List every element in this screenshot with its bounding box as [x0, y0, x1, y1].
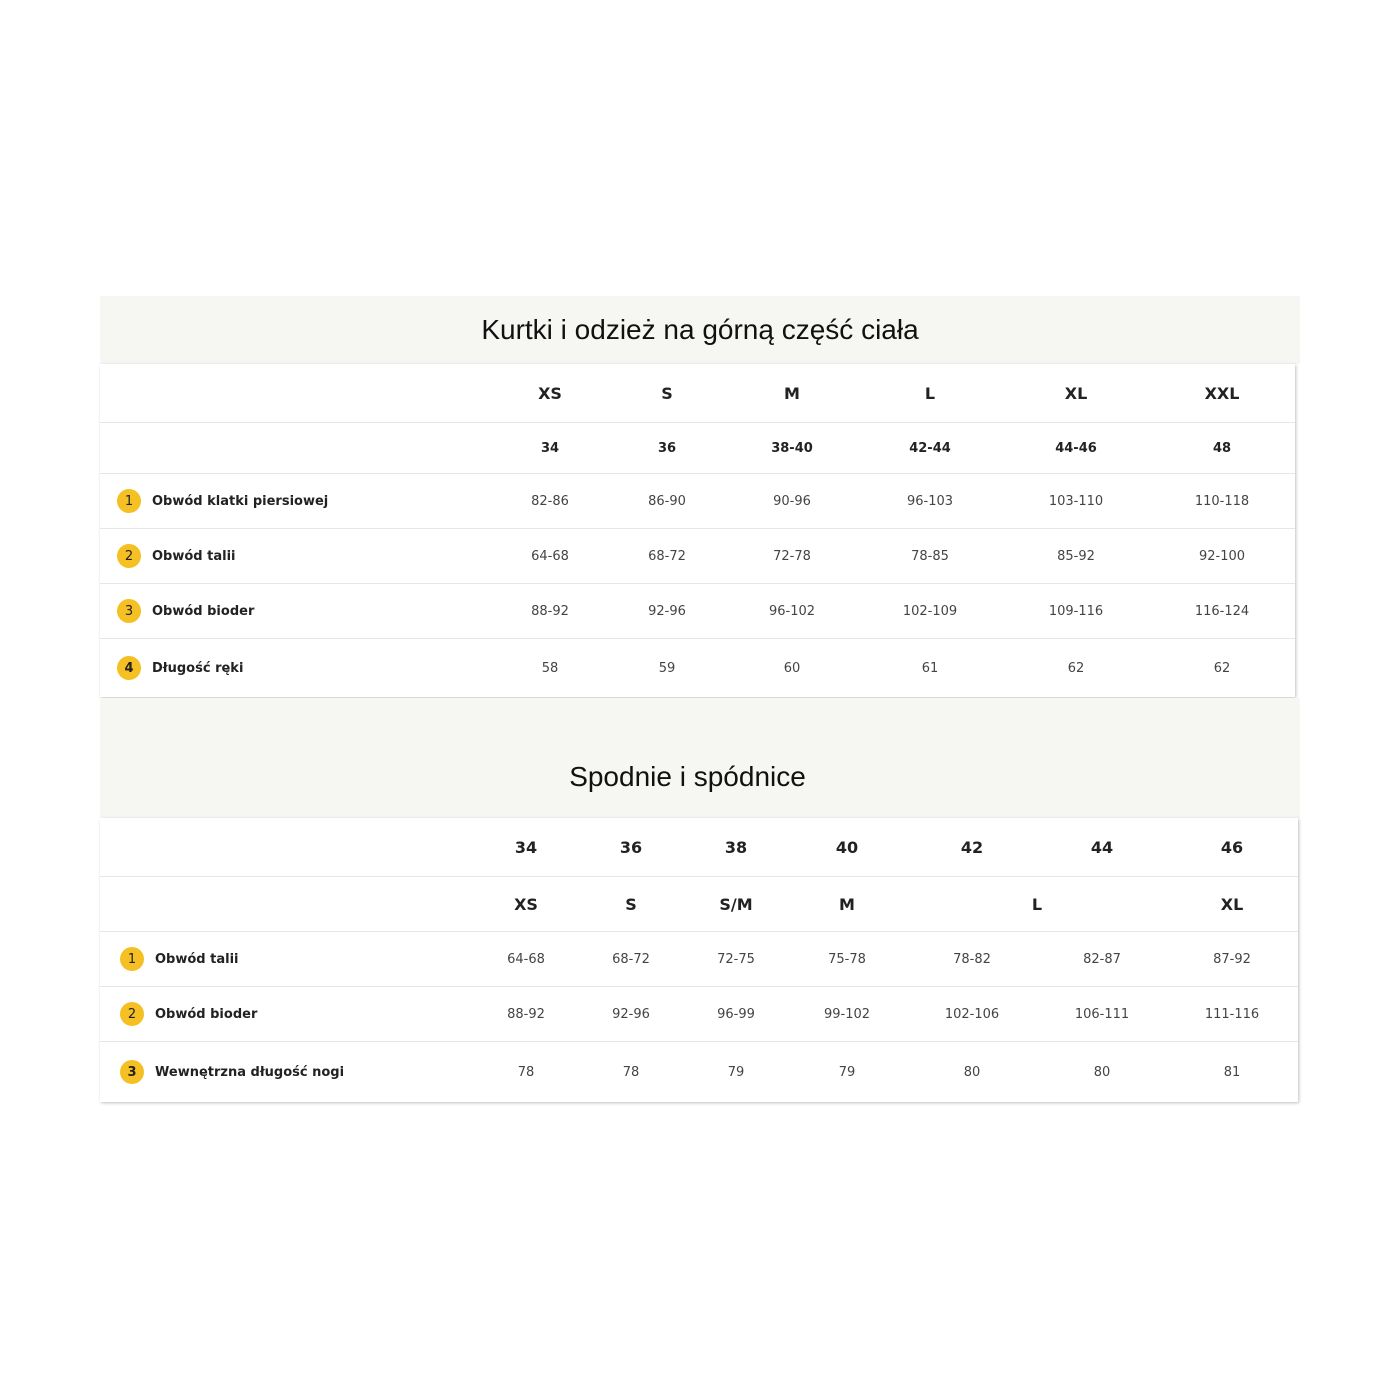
- letter-size: L: [1031, 894, 1043, 914]
- measure-value: 68-72: [612, 951, 650, 967]
- number-2-icon: 2: [117, 544, 141, 568]
- measure-value: 96-103: [906, 493, 954, 509]
- eu-size-header: 46: [1220, 837, 1244, 857]
- number-4-icon: 4: [117, 656, 141, 680]
- measure-value: 96-99: [717, 1006, 755, 1022]
- number-3-icon: 3: [120, 1060, 144, 1084]
- bottoms-letter-size-row: [100, 877, 1298, 932]
- measure-value: 90-96: [773, 493, 811, 509]
- measure-value: 68-72: [648, 548, 686, 564]
- letter-size: XL: [1220, 894, 1244, 914]
- measure-value: 88-92: [507, 1006, 545, 1022]
- eu-size: 36: [657, 440, 677, 456]
- letter-size: S/M: [719, 894, 753, 914]
- measure-value: 78: [622, 1064, 640, 1080]
- measure-value: 62: [1213, 660, 1231, 676]
- measure-value: 99-102: [823, 1006, 871, 1022]
- bottoms-eu-size-header-row: [100, 818, 1298, 877]
- number-2-icon: 2: [120, 1002, 144, 1026]
- measure-value: 61: [921, 660, 939, 676]
- measure-value: 82-87: [1083, 951, 1121, 967]
- row-label: [120, 932, 238, 986]
- measure-value: 80: [1093, 1064, 1111, 1080]
- eu-size-header: 40: [835, 837, 859, 857]
- eu-size-header: 38: [724, 837, 748, 857]
- tops-title: Kurtki i odzież na górną część ciała: [481, 314, 919, 345]
- tops-size-table: [100, 364, 1295, 697]
- tops-eu-size-row: [100, 423, 1295, 474]
- bottoms-size-table: [100, 818, 1298, 1102]
- eu-size: 44-46: [1055, 440, 1097, 456]
- measure-value: 60: [783, 660, 801, 676]
- row-label: [117, 474, 328, 528]
- measure-value: 88-92: [531, 603, 569, 619]
- eu-size: 38-40: [771, 440, 813, 456]
- size-header: XXL: [1204, 383, 1240, 403]
- eu-size-header: 34: [514, 837, 538, 857]
- measure-value: 92-96: [648, 603, 686, 619]
- measure-value: 72-75: [717, 951, 755, 967]
- measure-value: 109-116: [1048, 603, 1104, 619]
- number-1-icon: 1: [120, 947, 144, 971]
- measure-value: 78-85: [911, 548, 949, 564]
- measure-value: 87-92: [1213, 951, 1251, 967]
- eu-size-header: 36: [619, 837, 643, 857]
- tops-measure-row: [100, 584, 1295, 639]
- measure-value: 78-82: [953, 951, 991, 967]
- measure-value: 82-86: [531, 493, 569, 509]
- size-header: S: [661, 383, 673, 403]
- row-label: [117, 529, 235, 583]
- row-label-text: Obwód bioder: [152, 603, 255, 619]
- measure-value: 86-90: [648, 493, 686, 509]
- number-3-icon: 3: [117, 599, 141, 623]
- bottoms-title: Spodnie i spódnice: [569, 761, 806, 792]
- number-1-icon: 1: [117, 489, 141, 513]
- measure-value: 110-118: [1194, 493, 1250, 509]
- tops-measure-row: [100, 474, 1295, 529]
- row-label-text: Obwód bioder: [155, 1006, 258, 1022]
- measure-value: 75-78: [828, 951, 866, 967]
- row-label-text: Obwód talii: [155, 951, 239, 967]
- row-label: [117, 584, 254, 638]
- measure-value: 79: [727, 1064, 745, 1080]
- row-label: [117, 639, 243, 697]
- bottoms-measure-row: [100, 987, 1298, 1042]
- measure-value: 116-124: [1194, 603, 1250, 619]
- size-header: XS: [538, 383, 562, 403]
- measure-value: 81: [1223, 1064, 1241, 1080]
- measure-value: 58: [541, 660, 559, 676]
- size-header: XL: [1064, 383, 1088, 403]
- measure-value: 102-106: [944, 1006, 1000, 1022]
- row-label-text: Obwód talii: [152, 548, 236, 564]
- letter-size: XS: [514, 894, 538, 914]
- measure-value: 64-68: [531, 548, 569, 564]
- measure-value: 64-68: [507, 951, 545, 967]
- measure-value: 85-92: [1057, 548, 1095, 564]
- size-header: M: [784, 383, 800, 403]
- eu-size-header: 42: [960, 837, 984, 857]
- row-label-text: Długość ręki: [152, 660, 244, 676]
- measure-value: 111-116: [1204, 1006, 1260, 1022]
- measure-value: 102-109: [902, 603, 958, 619]
- bottoms-title-band: [100, 698, 1300, 818]
- tops-title-band: [100, 296, 1300, 364]
- tops-measure-row: [100, 529, 1295, 584]
- tops-measure-row: [100, 639, 1295, 697]
- row-label-text: Wewnętrzna długość nogi: [155, 1064, 345, 1080]
- measure-value: 92-96: [612, 1006, 650, 1022]
- eu-size: 42-44: [909, 440, 951, 456]
- row-label: [120, 1042, 344, 1102]
- measure-value: 106-111: [1074, 1006, 1130, 1022]
- measure-value: 78: [517, 1064, 535, 1080]
- row-label: [120, 987, 257, 1041]
- bottoms-measure-row: [100, 932, 1298, 987]
- eu-size: 48: [1212, 440, 1232, 456]
- measure-value: 72-78: [773, 548, 811, 564]
- measure-value: 62: [1067, 660, 1085, 676]
- row-label-text: Obwód klatki piersiowej: [152, 493, 329, 509]
- measure-value: 103-110: [1048, 493, 1104, 509]
- measure-value: 59: [658, 660, 676, 676]
- letter-size: S: [625, 894, 637, 914]
- measure-value: 96-102: [768, 603, 816, 619]
- eu-size: 34: [540, 440, 560, 456]
- eu-size-header: 44: [1090, 837, 1114, 857]
- tops-size-header-row: [100, 364, 1295, 423]
- bottoms-measure-row: [100, 1042, 1298, 1102]
- measure-value: 80: [963, 1064, 981, 1080]
- size-header: L: [924, 383, 936, 403]
- measure-value: 79: [838, 1064, 856, 1080]
- measure-value: 92-100: [1198, 548, 1246, 564]
- letter-size: M: [839, 894, 855, 914]
